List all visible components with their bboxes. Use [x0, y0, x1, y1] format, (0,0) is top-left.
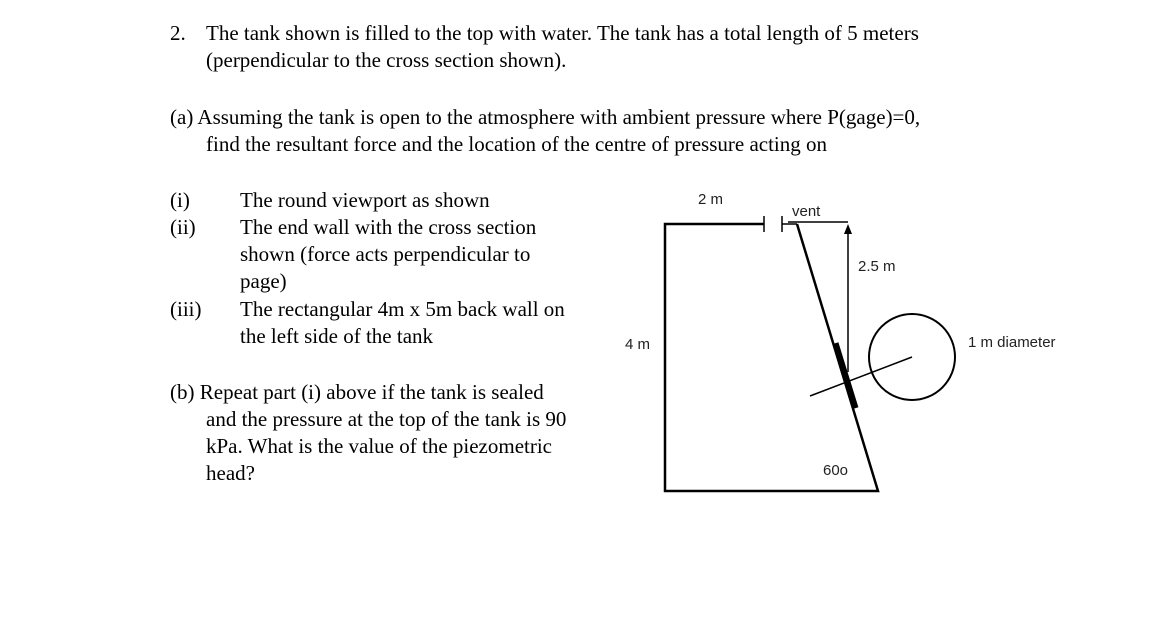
part-b-line-4: head?	[206, 461, 255, 485]
part-b-line-3: kPa. What is the value of the piezometric	[206, 434, 552, 458]
item-ii-number: (ii)	[170, 215, 196, 239]
tank-diagram	[600, 180, 1100, 510]
item-ii-line-1: The end wall with the cross section	[240, 215, 537, 239]
intro-line-1: The tank shown is filled to the top with water. The tank has a total length of 5 meters	[206, 21, 919, 45]
intro-line-2: (perpendicular to the cross section shown).	[206, 48, 567, 72]
depth-arrow-head	[844, 224, 852, 234]
label-vent: vent	[792, 203, 821, 220]
part-b-line-1: (b) Repeat part (i) above if the tank is sealed	[170, 380, 544, 404]
label-diameter: 1 m diameter	[968, 334, 1056, 351]
item-ii-line-2: shown (force acts perpendicular to	[240, 242, 531, 266]
item-iii-line-1: The rectangular 4m x 5m back wall on	[240, 297, 565, 321]
tank-outline	[665, 224, 878, 491]
item-iii-line-2: the left side of the tank	[240, 324, 434, 348]
viewport-axis	[810, 357, 912, 396]
item-i-line-1: The round viewport as shown	[240, 188, 490, 212]
label-angle: 60o	[823, 462, 849, 479]
part-a-line-1: (a) Assuming the tank is open to the atmosphere with ambient pressure where P(gage)=0,	[170, 105, 921, 129]
viewport-thickness	[836, 343, 856, 408]
label-depth: 2.5 m	[858, 258, 896, 275]
item-i-number: (i)	[170, 188, 190, 212]
question-number: 2.	[170, 21, 186, 45]
item-ii-line-3: page)	[240, 269, 287, 293]
label-top-width: 2 m	[698, 191, 724, 208]
item-iii-number: (iii)	[170, 297, 202, 321]
label-height: 4 m	[625, 336, 651, 353]
part-b-line-2: and the pressure at the top of the tank is 90	[206, 407, 567, 431]
part-a-line-2: find the resultant force and the location of the centre of pressure acting on	[206, 132, 828, 156]
